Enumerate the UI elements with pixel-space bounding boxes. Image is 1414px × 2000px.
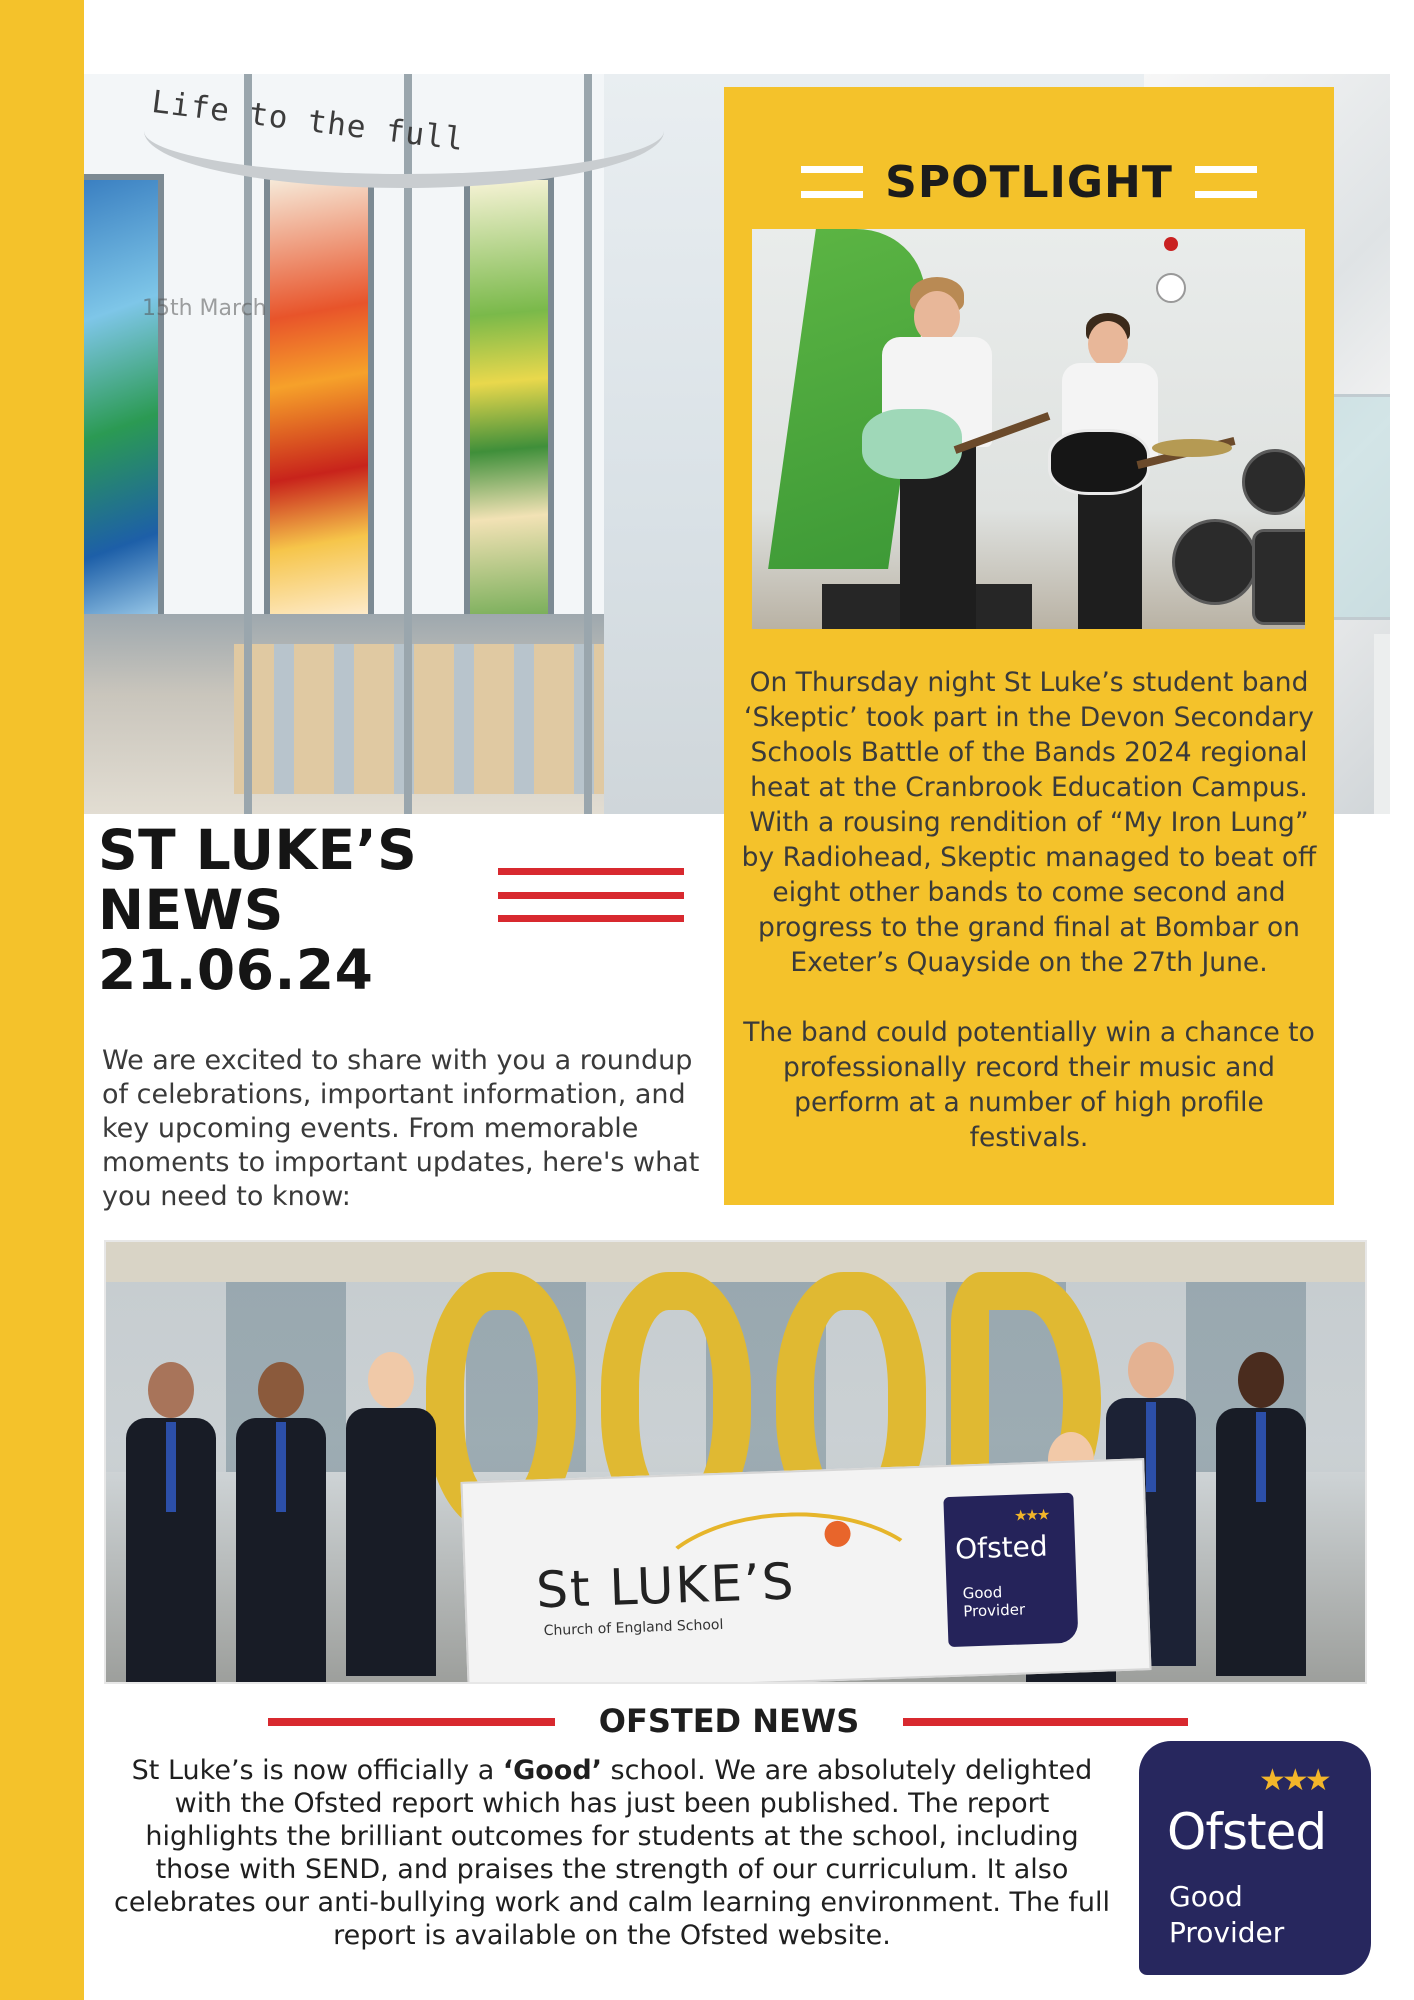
newsletter-title (98, 820, 478, 1000)
ofsted-logo-name: Ofsted (1167, 1803, 1327, 1861)
title-line: ST LUKE’S (98, 818, 418, 882)
spotlight-paragraph: The band could potentially win a chance to professionally record their music and perform at a number of high profile festivals. (743, 1017, 1315, 1153)
yellow-sidebar (0, 0, 84, 2000)
banner-ofsted-name: Ofsted (954, 1529, 1049, 1566)
spotlight-title: SPOTLIGHT (885, 156, 1173, 208)
band-photo (752, 229, 1305, 629)
cymbal (1152, 439, 1232, 457)
title-date: 21.06.24 (98, 938, 374, 1002)
intro-text: We are excited to share with you a roundup of celebrations, important information, and key upcoming events. From memorable moments to important updates, here's what you need to know: (102, 1045, 700, 1212)
stained-glass-pane (84, 174, 164, 634)
banner-school-sub: Church of England School (543, 1616, 724, 1640)
drum (1172, 519, 1258, 605)
bass-guitar (1048, 429, 1150, 495)
roofline (106, 1242, 1367, 1282)
good-celebration-photo (104, 1240, 1367, 1684)
student (1216, 1352, 1306, 1676)
window-mullion (584, 74, 592, 814)
bassist-head (1088, 321, 1128, 367)
stained-glass-pane (464, 174, 554, 634)
spotlight-body (734, 665, 1324, 1190)
banner-ofsted-line: Provider (963, 1600, 1026, 1621)
header-bars-left (801, 166, 863, 198)
red-rule-left (268, 1718, 555, 1726)
title-line: NEWS (98, 878, 284, 942)
sign-text: Life to the full (149, 84, 467, 159)
banner-school-name: St LUKE’S (535, 1552, 797, 1620)
guitar (862, 409, 962, 479)
school-banner (461, 1458, 1152, 1684)
student (236, 1362, 326, 1684)
amplifier (972, 584, 1032, 629)
student (346, 1352, 436, 1676)
wall-clock (1156, 273, 1186, 303)
red-rule-right (903, 1718, 1188, 1726)
star-icon: ★★★ (1259, 1763, 1328, 1798)
column (1374, 634, 1390, 814)
spotlight-paragraph: On Thursday night St Luke’s student band ‘Skeptic’ took part in the Devon Secondary Schools Battle of the Bands 2024 regional heat at the Cranbrook Education Campus. With a rousing rendition of “My Iron Lung” by Radiohead, Skeptic managed to beat off eight other bands to come second and progress to the grand final at Bombar on Exeter’s Quayside on the 27th June. (741, 667, 1317, 978)
ofsted-news-title: OFSTED NEWS (598, 1702, 860, 1740)
red-stripes (498, 868, 684, 922)
star-icon: ★★★ (1013, 1505, 1049, 1525)
ofsted-good-provider-logo (1139, 1741, 1371, 1975)
fire-alarm (1164, 237, 1178, 251)
guitarist-head (914, 291, 960, 343)
window-mullion (244, 74, 252, 814)
school-building (234, 644, 604, 794)
ofsted-logo-sub (1169, 1879, 1284, 1951)
ofsted-logo-line: Provider (1169, 1916, 1285, 1949)
body-text: school. We are absolutely delighted with the Ofsted report which has just been published. The report highlights the brilliant outcomes for students at the school, including those with SEND, and praises the strength of our curriculum. It also celebrates our anti-bullying work and calm learning environment. The full report is available on the Ofsted website. (114, 1755, 1110, 1951)
body-emphasis: ‘Good’ (502, 1755, 602, 1786)
drum (1252, 529, 1305, 625)
banner-ofsted-logo (943, 1493, 1078, 1647)
spotlight-header (724, 157, 1334, 207)
drum (1242, 449, 1305, 515)
banner-ofsted-sub (962, 1582, 1025, 1620)
body-text: St Luke’s is now officially a (131, 1755, 503, 1786)
student (126, 1362, 216, 1684)
ofsted-news-body (104, 1754, 1120, 1952)
header-bars-right (1195, 166, 1257, 198)
banner-ofsted-line: Good (962, 1583, 1003, 1603)
stained-glass-pane (264, 174, 374, 634)
ofsted-logo-line: Good (1169, 1880, 1243, 1913)
spotlight-panel (724, 87, 1334, 1205)
faint-date: 15th March (142, 296, 267, 321)
